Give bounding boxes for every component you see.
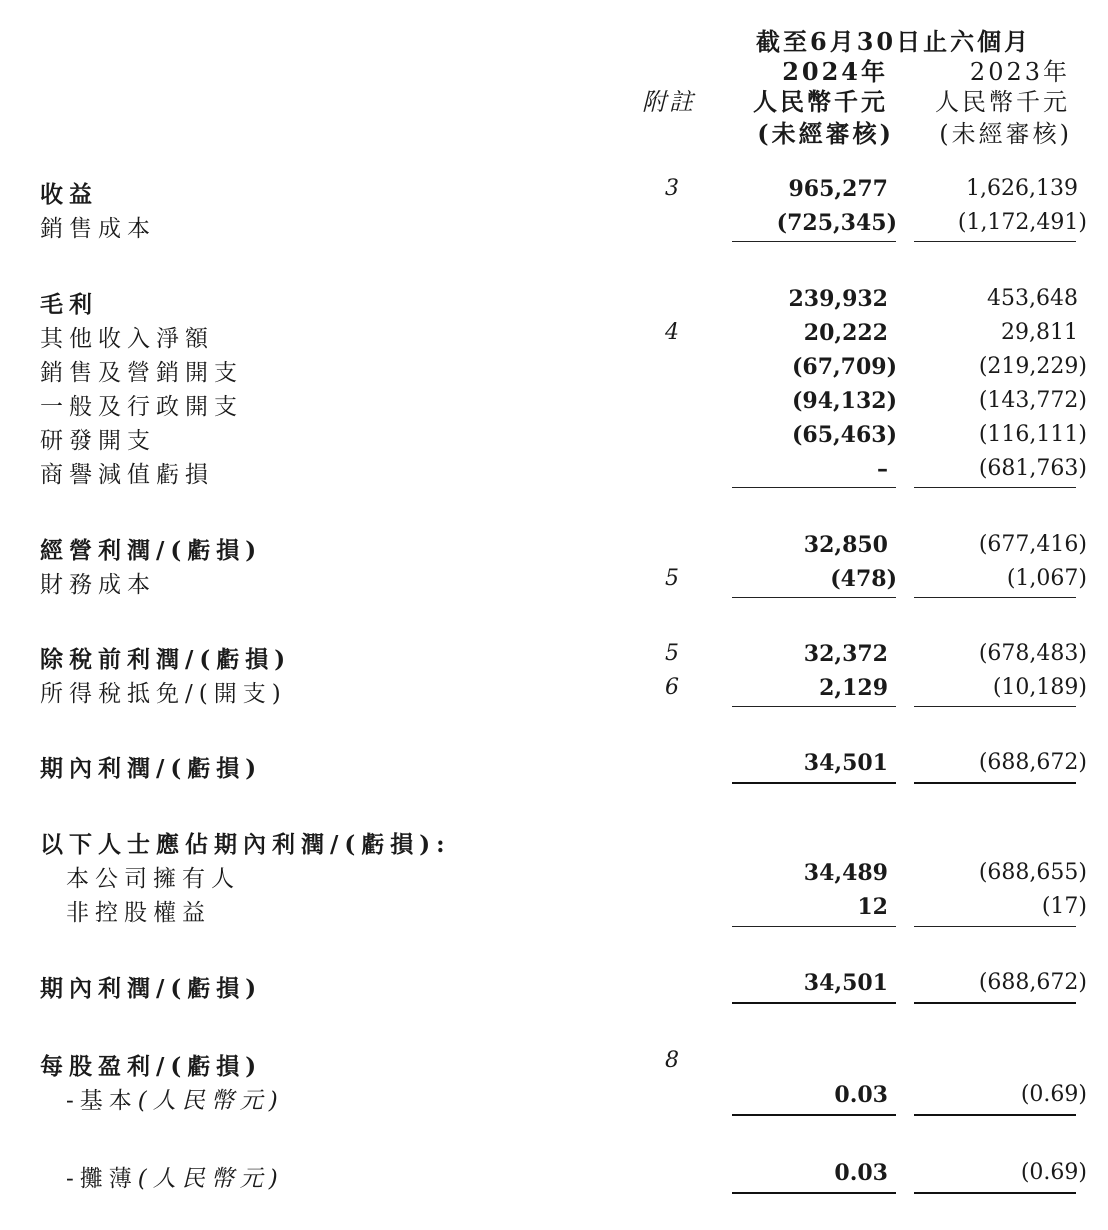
row-value-2024: 0.03 — [834, 1160, 888, 1186]
row-value-2023: (1,172,491) — [957, 210, 1087, 235]
row-value-2023: (17) — [1041, 894, 1087, 919]
total-rule — [732, 1002, 896, 1004]
period-header: 截至6月30日止六個月 — [756, 27, 1032, 56]
row-label: 經營利潤/(虧損) — [40, 537, 263, 564]
subtotal-rule — [732, 597, 896, 598]
row-label: 以下人士應佔期內利潤/(虧損): — [40, 831, 451, 858]
total-rule — [914, 782, 1076, 784]
row-value-2024: 0.03 — [834, 1082, 888, 1108]
row-label: 毛利 — [40, 291, 98, 318]
row-label: 商譽減值虧損 — [40, 462, 214, 488]
row-label: 本公司擁有人 — [66, 866, 240, 892]
eps-unit-label: (人民幣元) — [137, 1166, 284, 1192]
row-value-2024: 34,501 — [803, 970, 888, 996]
row-label: 一般及行政開支 — [40, 394, 243, 420]
row-value-2023: (219,229) — [978, 354, 1087, 379]
row-value-2023: (1,067) — [1006, 566, 1087, 591]
row-label: 研發開支 — [40, 428, 156, 454]
row-label: 收益 — [40, 181, 98, 208]
row-value-2024: 34,501 — [803, 750, 888, 776]
currency-2024-header: 人民幣千元 — [753, 87, 888, 116]
row-value-2024: (725,345) — [776, 210, 897, 236]
row-value-2023: (143,772) — [978, 388, 1087, 413]
eps-unit-label: (人民幣元) — [137, 1088, 284, 1114]
total-rule — [914, 1192, 1076, 1194]
total-rule — [914, 1114, 1076, 1116]
subtotal-rule — [732, 926, 896, 927]
row-label: 每股盈利/(虧損) — [40, 1053, 263, 1080]
row-value-2024: (478) — [830, 566, 897, 592]
row-value-2023: (688,672) — [978, 750, 1087, 775]
row-value-2023: (678,483) — [978, 641, 1087, 666]
subtotal-rule — [732, 241, 896, 242]
row-label: 財務成本 — [40, 572, 156, 598]
total-rule — [914, 1002, 1076, 1004]
audit-2024-header: (未經審核) — [757, 119, 894, 148]
row-value-2024: 20,222 — [803, 320, 888, 346]
row-value-2023: (0.69) — [1020, 1160, 1087, 1185]
subtotal-rule — [914, 597, 1076, 598]
eps-diluted-label: -攤薄 — [66, 1166, 138, 1192]
row-value-2024: (67,709) — [791, 354, 897, 380]
total-rule — [732, 1192, 896, 1194]
row-label — [66, 1082, 284, 1115]
row-value-2024: 965,277 — [788, 176, 888, 202]
row-value-2024: 239,932 — [788, 286, 888, 312]
row-label: 期內利潤/(虧損) — [40, 975, 263, 1002]
row-value-2024: 12 — [857, 894, 888, 920]
row-value-2023: 453,648 — [987, 286, 1078, 311]
row-value-2023: (677,416) — [978, 532, 1087, 557]
subtotal-rule — [732, 487, 896, 488]
row-note: 5 — [665, 641, 679, 666]
row-value-2024: 32,372 — [803, 641, 888, 667]
total-rule — [732, 782, 896, 784]
row-value-2024: 34,489 — [803, 860, 888, 886]
year-2024-header: 2024年 — [782, 57, 888, 86]
row-value-2023: (688,672) — [978, 970, 1087, 995]
row-label: 銷售成本 — [40, 216, 156, 242]
subtotal-rule — [914, 706, 1076, 707]
subtotal-rule — [914, 487, 1076, 488]
row-label: 銷售及營銷開支 — [40, 360, 243, 386]
row-label — [66, 1160, 284, 1193]
row-label: 所得稅抵免/(開支) — [40, 681, 287, 707]
note-column-header: 附註 — [642, 88, 696, 116]
row-value-2023: 29,811 — [1001, 320, 1078, 345]
row-note: 5 — [665, 566, 679, 591]
subtotal-rule — [732, 706, 896, 707]
total-rule — [732, 1114, 896, 1116]
row-label: 其他收入淨額 — [40, 326, 214, 352]
row-value-2023: (116,111) — [978, 422, 1087, 447]
row-label: 除稅前利潤/(虧損) — [40, 646, 292, 673]
row-note: 8 — [665, 1048, 679, 1073]
row-note: 3 — [665, 176, 679, 201]
row-value-2024: 32,850 — [803, 532, 888, 558]
row-value-2024: (65,463) — [791, 422, 897, 448]
row-value-2023: (10,189) — [992, 675, 1087, 700]
row-label: 期內利潤/(虧損) — [40, 755, 263, 782]
audit-2023-header: (未經審核) — [939, 120, 1072, 148]
row-value-2024: (94,132) — [791, 388, 897, 414]
row-label: 非控股權益 — [66, 900, 211, 926]
row-value-2024: 2,129 — [819, 675, 888, 701]
row-value-2023: (681,763) — [978, 456, 1087, 481]
row-value-2023: (0.69) — [1020, 1082, 1087, 1107]
eps-basic-label: -基本 — [66, 1088, 138, 1114]
row-value-2024: – — [877, 456, 888, 482]
year-2023-header: 2023年 — [969, 58, 1070, 86]
subtotal-rule — [914, 241, 1076, 242]
subtotal-rule — [914, 926, 1076, 927]
row-note: 4 — [665, 320, 679, 345]
currency-2023-header: 人民幣千元 — [935, 88, 1070, 116]
row-note: 6 — [665, 675, 679, 700]
row-value-2023: 1,626,139 — [966, 176, 1078, 201]
row-value-2023: (688,655) — [978, 860, 1087, 885]
